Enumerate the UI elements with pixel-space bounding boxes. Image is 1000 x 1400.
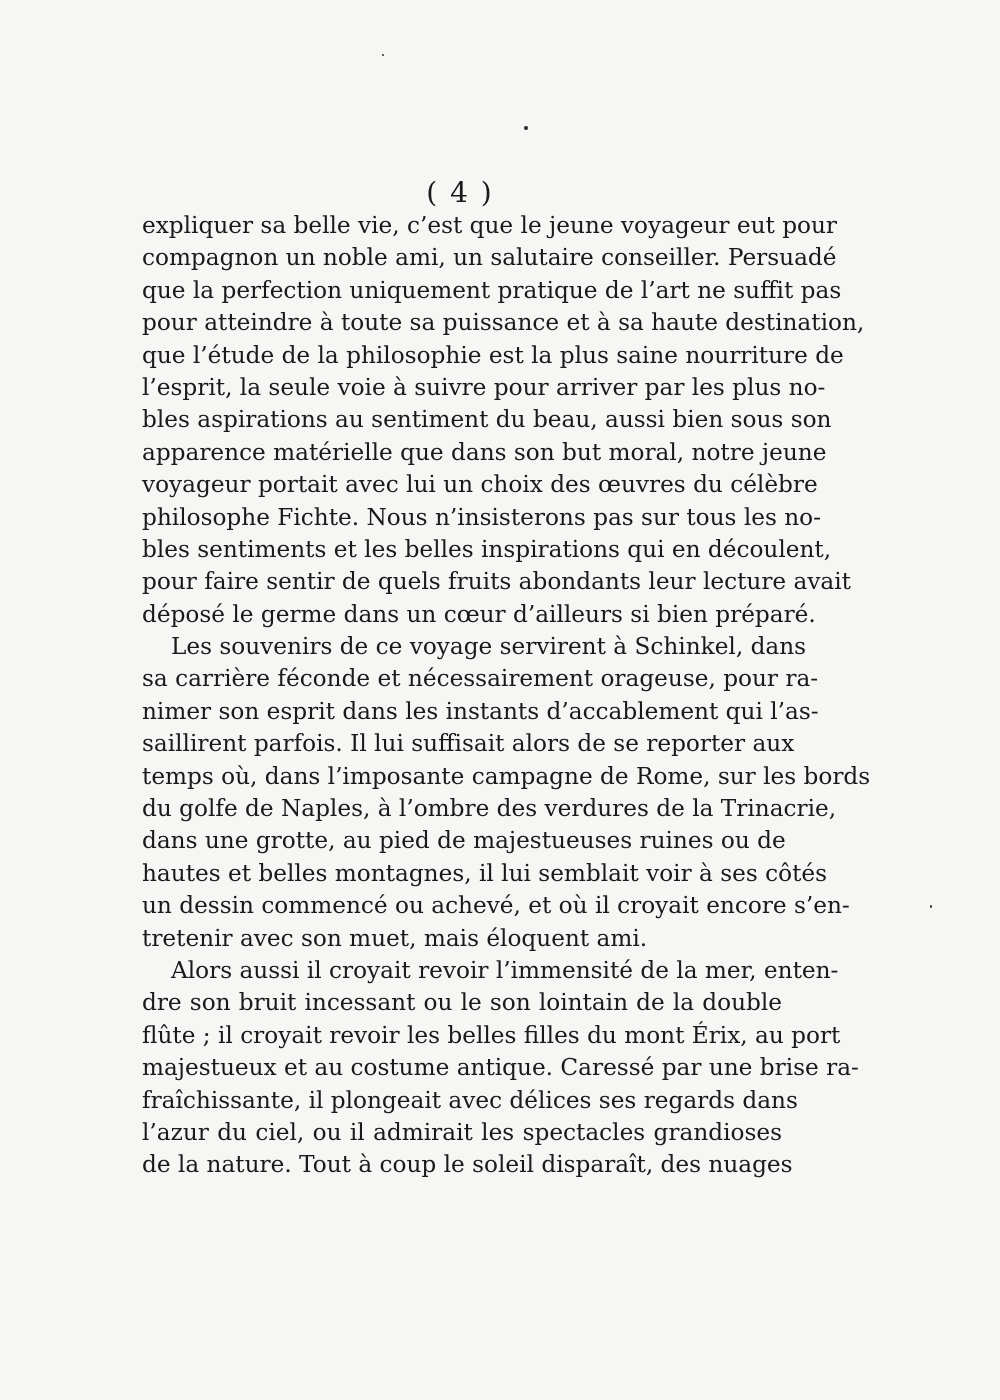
- text-line: flûte ; il croyait revoir les belles filles du mont Érix, au port: [142, 1021, 841, 1049]
- text-line: sa carrière féconde et nécessairement orageuse, pour ra-: [142, 665, 819, 693]
- paper-speck: [930, 905, 932, 908]
- page-number: ( 4 ): [426, 176, 494, 209]
- text-line: apparence matérielle que dans son but moral, notre jeune: [142, 438, 827, 466]
- text-line: que l’étude de la philosophie est la plus saine nourriture de: [142, 341, 844, 369]
- text-line: pour atteindre à toute sa puissance et à sa haute destination,: [142, 309, 865, 337]
- text-line: saillirent parfois. Il lui suffisait alors de se reporter aux: [142, 730, 795, 758]
- text-line: pour faire sentir de quels fruits abondants leur lecture avait: [142, 568, 851, 596]
- text-line: déposé le germe dans un cœur d’ailleurs si bien préparé.: [142, 600, 816, 628]
- text-line: expliquer sa belle vie, c’est que le jeune voyageur eut pour: [142, 212, 838, 239]
- text-line: dans une grotte, au pied de majestueuses ruines ou de: [142, 827, 786, 855]
- paper-speck: [382, 54, 384, 56]
- text-line: nimer son esprit dans les instants d’accablement qui l’as-: [142, 697, 819, 725]
- text-line: Alors aussi il croyait revoir l’immensité de la mer, enten-: [171, 956, 839, 984]
- text-line: compagnon un noble ami, un salutaire conseiller. Persuadé: [142, 244, 837, 272]
- text-line: dre son bruit incessant ou le son lointain de la double: [142, 989, 782, 1017]
- text-line: que la perfection uniquement pratique de l’art ne suffit pas: [142, 276, 842, 304]
- text-line: de la nature. Tout à coup le soleil disparaît, des nuages: [142, 1151, 793, 1179]
- text-line: tretenir avec son muet, mais éloquent ami.: [142, 924, 648, 952]
- text-line: temps où, dans l’imposante campagne de Rome, sur les bords: [142, 762, 871, 790]
- text-line: du golfe de Naples, à l’ombre des verdures de la Trinacrie,: [142, 795, 837, 823]
- text-line: fraîchissante, il plongeait avec délices ses regards dans: [142, 1086, 798, 1114]
- paper-speck: [524, 126, 528, 130]
- text-line: hautes et belles montagnes, il lui semblait voir à ses côtés: [142, 859, 828, 887]
- text-line: philosophe Fichte. Nous n’insisterons pas sur tous les no-: [142, 503, 821, 531]
- text-line: l’esprit, la seule voie à suivre pour arriver par les plus no-: [142, 373, 826, 401]
- text-line: bles aspirations au sentiment du beau, aussi bien sous son: [142, 406, 832, 434]
- text-line: Les souvenirs de ce voyage servirent à Schinkel, dans: [171, 633, 807, 661]
- text-line: majestueux et au costume antique. Caressé par une brise ra-: [142, 1054, 859, 1082]
- text-line: bles sentiments et les belles inspirations qui en découlent,: [142, 535, 832, 563]
- text-line: voyageur portait avec lui un choix des œuvres du célèbre: [142, 471, 818, 499]
- body-text: [142, 210, 871, 1182]
- text-line: un dessin commencé ou achevé, et où il croyait encore s’en-: [142, 892, 850, 920]
- text-line: l’azur du ciel, ou il admirait les spectacles grandioses: [142, 1118, 782, 1146]
